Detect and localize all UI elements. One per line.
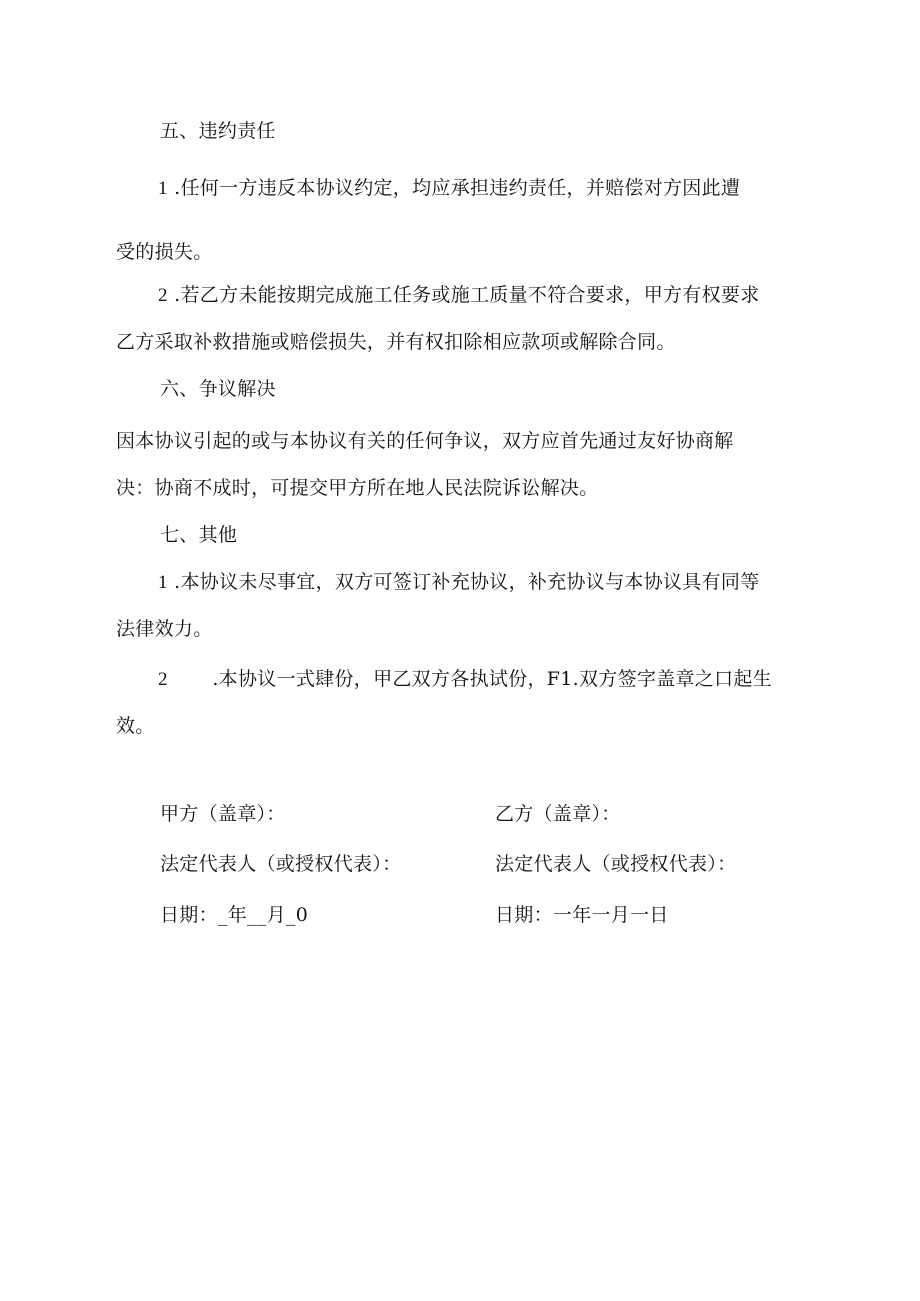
item-number: 2 (158, 285, 168, 306)
item-number: 1 (158, 572, 168, 593)
section-heading-other: 七、其他 (160, 524, 238, 546)
party-b-date: 日期：一年一月一日 (495, 904, 669, 926)
other-item-2 (158, 667, 772, 692)
dispute-paragraph-line-2: 决：协商不成时，可提交甲方所在地人民法院诉讼解决。 (116, 477, 599, 499)
section-heading-breach: 五、违约责任 (160, 120, 276, 142)
breach-item-2-continuation: 乙方采取补救措施或赔偿损失，并有权扣除相应款项或解除合同。 (116, 331, 676, 353)
other-item-1-continuation: 法律效力。 (116, 618, 213, 640)
breach-item-2 (158, 283, 760, 308)
section-heading-dispute: 六、争议解决 (160, 378, 276, 400)
other-item-2-continuation: 效。 (116, 715, 155, 737)
item-text: .本协议一式肆份，甲乙双方各执试份，F1.双方签字盖章之口起生 (212, 668, 772, 690)
item-text: .若乙方未能按期完成施工任务或施工质量不符合要求，甲方有权要求 (174, 284, 760, 306)
other-item-1 (158, 570, 760, 595)
party-a-representative: 法定代表人（或授权代表）： (160, 853, 402, 875)
item-number: 1 (158, 178, 168, 199)
party-a-seal: 甲方（盖章）： (160, 803, 286, 825)
item-text: .任何一方违反本协议约定，均应承担违约责任，并赔偿对方因此遭 (174, 177, 741, 199)
party-a-date: 日期：_年__月_0 (160, 904, 309, 926)
breach-item-1-continuation: 受的损失。 (116, 241, 213, 263)
item-text: .本协议未尽事宜，双方可签订补充协议，补充协议与本协议具有同等 (174, 571, 760, 593)
party-b-representative: 法定代表人（或授权代表）： (495, 853, 737, 875)
party-b-seal: 乙方（盖章）： (495, 803, 621, 825)
breach-item-1 (158, 176, 740, 201)
item-number: 2 (158, 669, 168, 690)
dispute-paragraph-line-1: 因本协议引起的或与本协议有关的任何争议，双方应首先通过友好协商解 (116, 430, 734, 452)
